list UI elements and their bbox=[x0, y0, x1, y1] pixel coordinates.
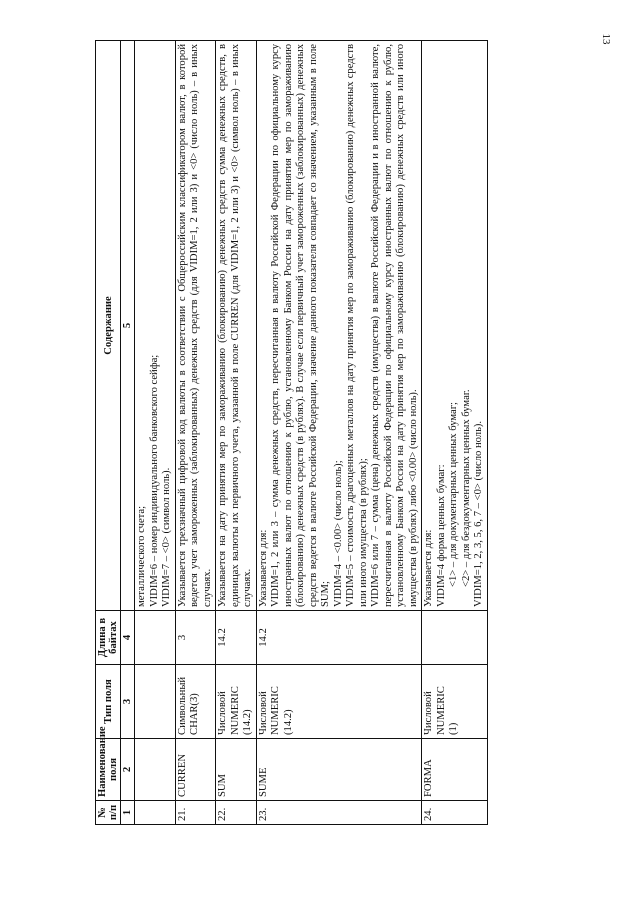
table-row bbox=[256, 41, 422, 825]
field-type: Числовой NUMERIC (1) bbox=[422, 665, 488, 739]
fields-table bbox=[95, 40, 488, 825]
field-name: SUME bbox=[256, 739, 422, 801]
column-number: 2 bbox=[121, 739, 135, 801]
field-type: Символьный CHAR(3) bbox=[175, 665, 216, 739]
field-name: SUM bbox=[216, 739, 257, 801]
field-name: FORMA bbox=[422, 739, 488, 801]
content-line: VIDIM=7 – <0> (символ ноль). bbox=[161, 467, 172, 607]
column-number: 1 bbox=[121, 801, 135, 825]
content-line: VIDIM=1, 2 или 3 – сумма денежных средств, пересчитанная в валюту Российской Федерации по официальному курсу иностранных валют по отношению к рублю, установленному Банком России на дату принятия мер по замораживанию (блокированию) денежных средств (в рублях). В случае если первичный учет замороженных (заблокированных) денежных средств ведется в валюте Российской Федерации, значение данного показателя совпадает со значением, указанным в поле SUM; bbox=[270, 44, 331, 607]
content-line: VIDIM=6 или 7 – сумма (цена) денежных средств (имущества) в валюте Российской Федерации и в иностранной валюте, пересчитанная в валюту Российской Федерации по официальному курсу иностранных валют по отношению к рублю, установленному Банком России на дату принятия мер по замораживанию (блокированию) денежных средств или иного имущества (в рублях) либо <0.00> (число ноль). bbox=[370, 44, 419, 607]
row-number: 24. bbox=[422, 801, 488, 825]
page-number: 13 bbox=[600, 33, 612, 45]
field-description bbox=[256, 41, 422, 611]
content-line: VIDIM=5 – стоимость драгоценных металлов на дату принятия мер по замораживанию (блокированию) денежных средств или иного имущества (в рублях); bbox=[345, 44, 369, 607]
table-row-continuation bbox=[135, 41, 176, 825]
header-num: № п/п bbox=[96, 801, 121, 825]
column-number: 3 bbox=[121, 665, 135, 739]
content-line: VIDIM=4 – <0.00> (число ноль); bbox=[332, 460, 344, 607]
table-row bbox=[422, 41, 488, 825]
rotated-table-container bbox=[95, 40, 555, 825]
field-name: CURREN bbox=[175, 739, 216, 801]
header-name: Наименование поля bbox=[96, 739, 121, 801]
header-type: Тип поля bbox=[96, 665, 121, 739]
table-row bbox=[216, 41, 257, 825]
column-number: 5 bbox=[121, 41, 135, 611]
content-line: Указывается для: bbox=[257, 529, 269, 607]
header-length: Длина в байтах bbox=[96, 611, 121, 665]
content-cell bbox=[135, 41, 176, 611]
column-number: 4 bbox=[121, 611, 135, 665]
row-number: 23. bbox=[256, 801, 422, 825]
content-line: <1> – для документарных ценных бумаг; bbox=[448, 402, 459, 587]
row-number: 21. bbox=[175, 801, 216, 825]
header-content: Содержание bbox=[96, 41, 121, 611]
field-length: 3 bbox=[175, 611, 216, 665]
table-row bbox=[175, 41, 216, 825]
content-line: VIDIM=4 форма ценных бумаг: bbox=[435, 464, 447, 607]
content-line: VIDIM=6 – номер индивидуального банковского сейфа; bbox=[148, 354, 160, 607]
content-line: VIDIM=1, 2, 3, 5, 6, 7 – <0> (число ноль). bbox=[473, 420, 484, 607]
field-length: 14.2 bbox=[216, 611, 257, 665]
content-line: <2> – для бездокументарных ценных бумаг. bbox=[460, 389, 472, 587]
row-number: 22. bbox=[216, 801, 257, 825]
content-line: металлического счета; bbox=[136, 505, 147, 607]
column-number-row bbox=[121, 41, 135, 825]
field-length bbox=[422, 611, 488, 665]
field-description bbox=[422, 41, 488, 611]
content-line: Указывается для: bbox=[423, 529, 434, 607]
field-length: 14.2 bbox=[256, 611, 422, 665]
field-type: Числовой NUMERIC (14.2) bbox=[256, 665, 422, 739]
table-header-row bbox=[96, 41, 121, 825]
field-description: Указывается на дату принятия мер по замораживанию (блокированию) денежных средств сумма денежных средств, в единицах валюты их первичного учета, указанной в поле CURREN (для VIDIM=1, 2 или 3) и <0> (символ ноль) – в иных случаях. bbox=[216, 41, 257, 611]
field-type: Числовой NUMERIC (14.2) bbox=[216, 665, 257, 739]
field-description: Указывается трехзначный цифровой код валюты в соответствии с Общероссийским классификатором валют, в которой ведется учет замороженных (заблокированных) денежных средств (для VIDIM=1, 2 или 3) и <0> (число ноль) – в иных случаях. bbox=[175, 41, 216, 611]
